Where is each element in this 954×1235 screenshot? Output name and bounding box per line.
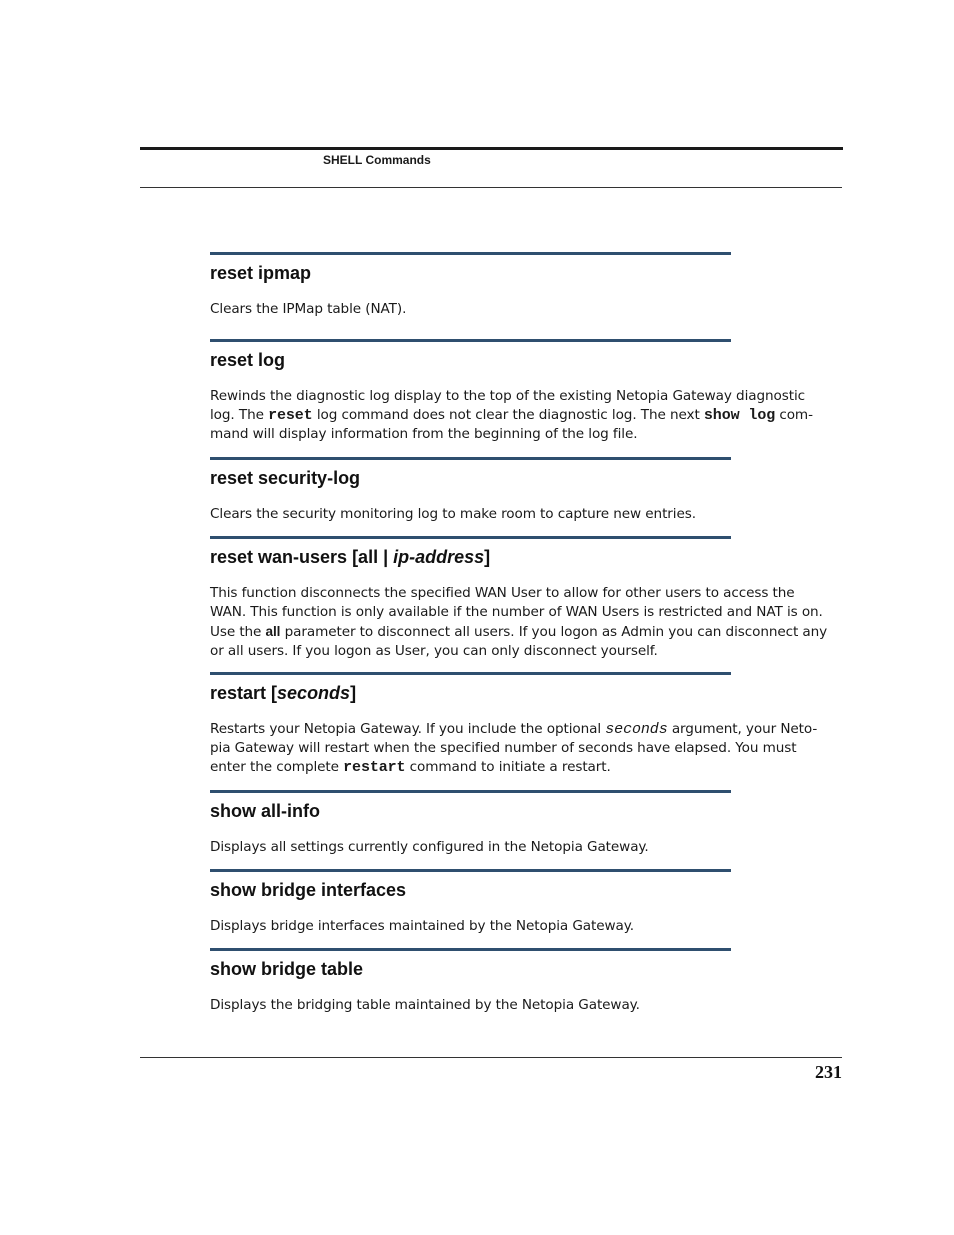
section-body-restart: [210, 720, 830, 777]
page-number: 231: [815, 1062, 842, 1082]
section-bar: [210, 252, 731, 255]
section-bar: [210, 672, 731, 675]
title-param: ip-address: [393, 547, 485, 567]
section-bar: [210, 536, 731, 539]
section-title-reset-ipmap: reset ipmap: [210, 263, 312, 283]
section-title-reset-security-log: reset security-log: [210, 468, 361, 488]
section-body-show-all-info: Displays all settings currently configured in the Netopia Gateway.: [210, 839, 649, 855]
section-body-reset-log: [210, 387, 830, 444]
running-head: SHELL Commands: [323, 153, 431, 167]
command-reset: reset: [268, 407, 313, 424]
section-body-reset-ipmap: Clears the IPMap table (NAT).: [210, 301, 407, 317]
section-body-reset-wan-users: [210, 584, 830, 661]
body-text: This function disconnects the specified WAN User to allow for other users to access the WAN. This function is only available if the number of WAN Users is restricted and NAT is on. Use the: [210, 585, 823, 640]
section-title-reset-wan-users: [210, 546, 490, 568]
section-title-show-bridge-interfaces: show bridge interfaces: [210, 880, 407, 900]
command-show-log: show log: [703, 407, 776, 424]
body-text: Rewinds the diagnostic log display to the top of the existing Netopia Gateway diagnostic log. The: [210, 388, 806, 423]
header-rule-bottom: [140, 187, 842, 188]
section-body-reset-security-log: Clears the security monitoring log to make room to capture new entries.: [210, 506, 696, 522]
section-bar: [210, 869, 731, 872]
section-title-show-all-info: show all-info: [210, 801, 320, 821]
section-bar: [210, 339, 731, 342]
title-text: restart [: [210, 683, 278, 703]
body-text: command to initiate a restart.: [405, 759, 611, 775]
title-text: ]: [350, 683, 357, 703]
command-restart: restart: [343, 759, 406, 776]
section-bar: [210, 948, 731, 951]
body-text: parameter to disconnect all users. If you logon as Admin you can disconnect any or all users. If you logon as User, you can only disconnect yourself.: [210, 624, 828, 659]
section-title-restart: [210, 682, 356, 704]
title-text: reset wan-users [all |: [210, 547, 394, 567]
body-text: Restarts your Netopia Gateway. If you include the optional: [210, 721, 606, 737]
section-title-reset-log: reset log: [210, 350, 286, 370]
body-text: log command does not clear the diagnostic log. The next: [312, 407, 704, 423]
param-all: all: [265, 624, 281, 639]
section-body-show-bridge-table: Displays the bridging table maintained by the Netopia Gateway.: [210, 997, 640, 1013]
section-title-show-bridge-table: show bridge table: [210, 959, 364, 979]
title-text: ]: [484, 547, 491, 567]
body-text: com-mand will display information from the beginning of the log file.: [210, 407, 813, 442]
param-seconds: seconds: [605, 721, 668, 738]
footer-rule: [140, 1057, 842, 1058]
section-body-show-bridge-interfaces: Displays bridge interfaces maintained by the Netopia Gateway.: [210, 918, 635, 934]
section-bar: [210, 457, 731, 460]
body-text: argument, your Neto-pia Gateway will restart when the specified number of seconds have elapsed. You must enter the complete: [210, 721, 818, 775]
header-rule-top: [140, 147, 843, 150]
section-bar: [210, 790, 731, 793]
title-param: seconds: [277, 683, 351, 703]
